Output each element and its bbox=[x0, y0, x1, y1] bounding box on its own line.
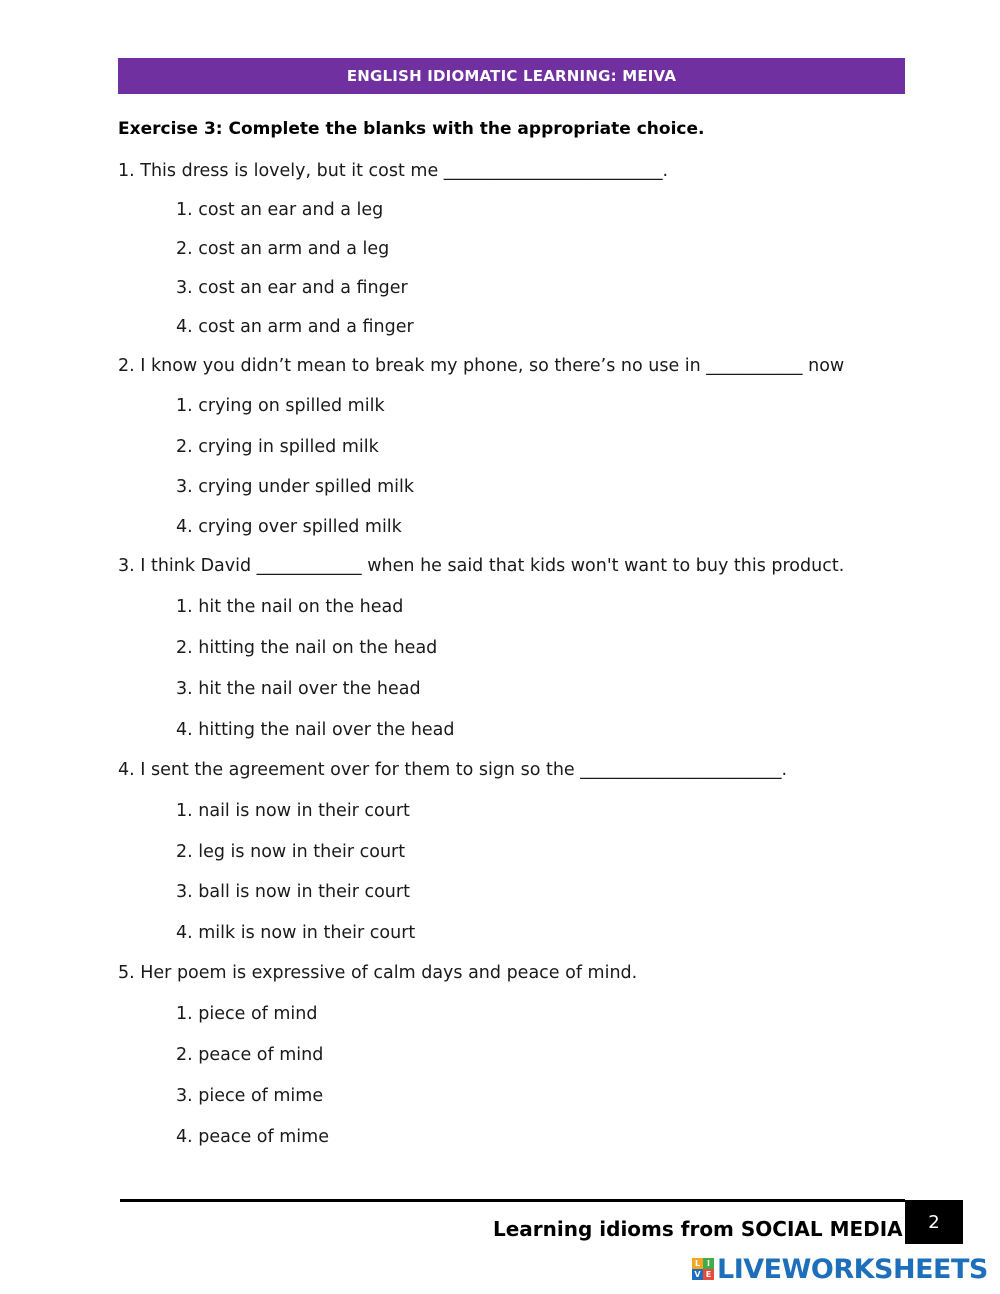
q5-option-4[interactable]: 4. peace of mime bbox=[176, 1127, 329, 1147]
question-3: 3. I think David ____________ when he said that kids won't want to buy this product. bbox=[118, 556, 845, 576]
q4-option-2[interactable]: 2. leg is now in their court bbox=[176, 842, 406, 862]
q3-option-3[interactable]: 3. hit the nail over the head bbox=[176, 679, 421, 699]
footer-title: Learning idioms from SOCIAL MEDIA bbox=[493, 1217, 903, 1241]
page-number: 2 bbox=[928, 1211, 940, 1233]
q3-option-4[interactable]: 4. hitting the nail over the head bbox=[176, 720, 455, 740]
question-1: 1. This dress is lovely, but it cost me _________________________. bbox=[118, 161, 669, 181]
q2-option-4[interactable]: 4. crying over spilled milk bbox=[176, 517, 402, 537]
exercise-title: Exercise 3: Complete the blanks with the appropriate choice. bbox=[118, 119, 705, 139]
q1-option-1[interactable]: 1. cost an ear and a leg bbox=[176, 200, 384, 220]
page-number-box bbox=[905, 1200, 963, 1244]
liveworksheets-logo-icon: L I V E bbox=[692, 1258, 714, 1280]
q4-option-4[interactable]: 4. milk is now in their court bbox=[176, 923, 416, 943]
q5-option-3[interactable]: 3. piece of mime bbox=[176, 1086, 324, 1106]
q4-option-3[interactable]: 3. ball is now in their court bbox=[176, 882, 410, 902]
q2-option-1[interactable]: 1. crying on spilled milk bbox=[176, 396, 385, 416]
q4-option-1[interactable]: 1. nail is now in their court bbox=[176, 801, 410, 821]
liveworksheets-brand[interactable] bbox=[692, 1252, 988, 1286]
q2-option-3[interactable]: 3. crying under spilled milk bbox=[176, 477, 415, 497]
q1-option-4[interactable]: 4. cost an arm and a finger bbox=[176, 317, 414, 337]
q1-option-2[interactable]: 2. cost an arm and a leg bbox=[176, 239, 390, 259]
header-title: ENGLISH IDIOMATIC LEARNING: MEIVA bbox=[346, 67, 677, 85]
q5-option-2[interactable]: 2. peace of mind bbox=[176, 1045, 324, 1065]
q1-option-3[interactable]: 3. cost an ear and a finger bbox=[176, 278, 408, 298]
q3-option-1[interactable]: 1. hit the nail on the head bbox=[176, 597, 404, 617]
question-4: 4. I sent the agreement over for them to sign so the _______________________. bbox=[118, 760, 788, 780]
header-bar bbox=[118, 58, 905, 94]
q5-option-1[interactable]: 1. piece of mind bbox=[176, 1004, 318, 1024]
q3-option-2[interactable]: 2. hitting the nail on the head bbox=[176, 638, 438, 658]
footer-divider bbox=[120, 1199, 905, 1202]
question-2: 2. I know you didn’t mean to break my phone, so there’s no use in ___________ now bbox=[118, 356, 845, 376]
q2-option-2[interactable]: 2. crying in spilled milk bbox=[176, 437, 379, 457]
question-5: 5. Her poem is expressive of calm days and peace of mind. bbox=[118, 963, 638, 983]
brand-name: LIVEWORKSHEETS bbox=[717, 1253, 988, 1285]
